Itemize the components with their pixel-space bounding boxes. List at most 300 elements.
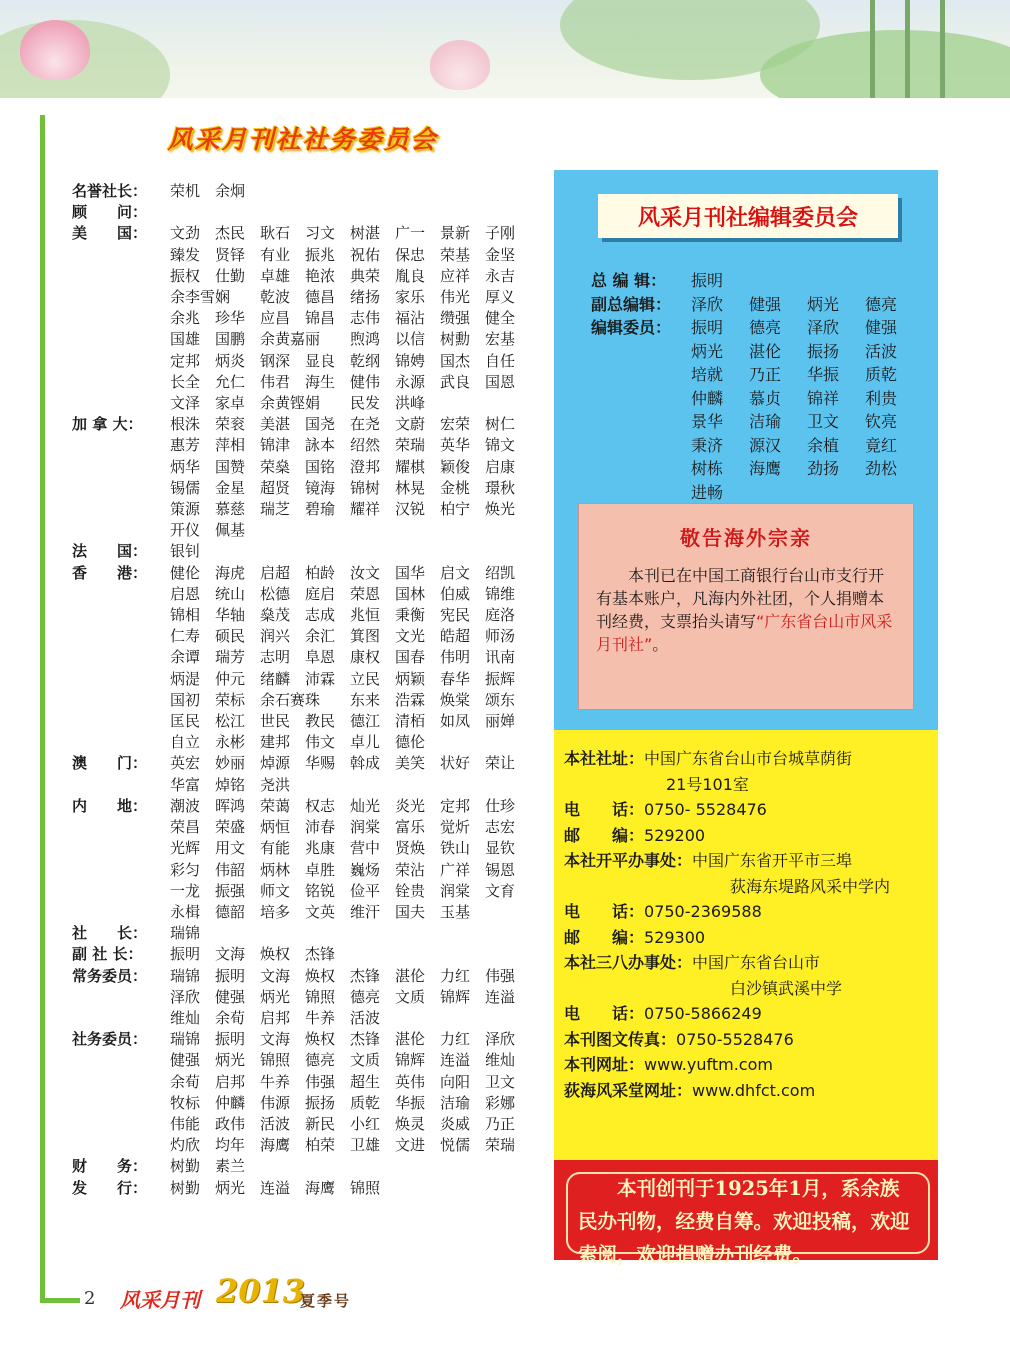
member-name: 杰民 [215,224,246,243]
member-name: 卓雄 [260,266,291,285]
member-name: 荣昌 [170,818,201,837]
member-name: 华振 [395,1093,426,1112]
member-name: 国林 [395,584,426,603]
member-name: 绪扬 [350,288,381,307]
member-name: 活波 [260,1114,291,1133]
member-name: 以信 [395,330,426,349]
member-name: 萍相 [215,436,246,455]
website-link[interactable]: www.yuftm.com [644,1055,773,1074]
member-name: 伟源 [260,1093,291,1112]
member-name: 文海 [260,966,291,985]
member-name: 伟光 [440,288,471,307]
member-name: 志明 [260,648,291,667]
member-name: 卓胜 [305,860,336,879]
member-name: 振辉 [485,669,516,688]
member-name: 维灿 [485,1051,516,1070]
editorial-names [691,293,923,317]
bottom-green-rule [40,1298,80,1303]
zip-value: 529200 [644,825,706,845]
member-name: 民发 [350,394,381,413]
editor-name: 洁瑜 [749,412,782,431]
member-name: 有业 [260,245,291,264]
committee-list [72,181,516,1199]
member-name: 力红 [440,966,471,985]
member-name: 国初 [170,690,201,709]
editor-name: 卫文 [807,412,840,431]
founding-notice-text: 本刊创刊于1925年1月，系余族民办刊物，经费自筹。欢迎投稿，欢迎索阅，欢迎捐赠办刊经费。 [578,1177,910,1266]
editorial-role-label: 总 编 辑： [591,271,667,290]
editor-name: 进畅 [691,482,724,502]
member-name: 国华 [395,563,426,582]
member-name: 沛春 [305,818,336,837]
member-name: 锦相 [170,606,201,625]
member-name: 德伦 [395,733,426,752]
member-name: 英华 [440,436,471,455]
member-name: 应昌 [260,309,291,328]
member-name: 显良 [305,351,336,370]
member-name: 余兆 [170,309,201,328]
member-name: 潮波 [170,796,201,815]
committee-group-names [170,1029,530,1156]
member-name: 子刚 [485,224,516,243]
member-name: 国赞 [215,457,246,476]
member-name: 文海 [260,1030,291,1049]
member-name: 秉衡 [395,606,426,625]
committee-group-label: 澳 门： [72,754,148,773]
member-name: 牛养 [305,1008,336,1027]
committee-group [72,202,492,223]
member-name: 维汗 [350,902,381,921]
dhfct-website-link[interactable]: www.dhfct.com [692,1080,816,1100]
member-name: 祝佑 [350,245,381,264]
member-name: 向阳 [440,1072,471,1091]
committee-group [72,753,516,795]
member-name: 广一 [395,224,426,243]
member-name: 富乐 [395,818,426,837]
editor-name: 树栋 [691,459,724,478]
fax-value: 0750-5528476 [676,1029,794,1049]
member-name: 伟强 [485,966,516,985]
member-name: 荣燊 [260,457,291,476]
member-name: 健伦 [170,563,201,582]
member-name: 海虎 [215,563,246,582]
member-name: 余黄铿娟 [260,394,321,413]
member-name: 一龙 [170,881,201,900]
member-name: 厚义 [485,288,516,307]
member-name: 泽欣 [170,987,201,1006]
member-name: 志宏 [485,818,516,837]
member-name: 荣衮 [215,415,246,434]
member-name: 国鹏 [215,330,246,349]
committee-group [72,414,516,541]
editorial-row [591,316,931,504]
member-name: 振兆 [305,245,336,264]
editorial-names [691,316,923,504]
committee-group-names [170,541,530,562]
member-name: 丽婵 [485,712,516,731]
committee-group-label: 加 拿 大： [72,415,143,434]
sanba-tel-value: 0750-5866249 [644,1004,762,1023]
kaiping-address: 中国广东省开平市三埠 [692,851,853,870]
member-name: 俭平 [350,881,381,900]
member-name: 炳湜 [170,669,201,688]
member-name: 锦娉 [395,351,426,370]
member-name: 启康 [485,457,516,476]
committee-group [72,1156,492,1177]
member-name: 清栢 [395,712,426,731]
member-name: 润棠 [350,818,381,837]
member-name: 松德 [260,584,291,603]
sanba-label: 本社三八办事处： [564,953,693,972]
member-name: 伟文 [305,733,336,752]
member-name: 灿光 [350,796,381,815]
member-name: 英宏 [170,754,201,773]
member-name: 树仁 [485,415,516,434]
member-name: 林晃 [395,478,426,497]
member-name: 兆康 [305,839,336,858]
committee-group [72,923,492,944]
member-name: 润棠 [440,881,471,900]
member-name: 国杰 [440,351,471,370]
member-name: 永彬 [215,733,246,752]
kaiping-tel-value: 0750-2369588 [644,902,762,921]
member-name: 皓超 [440,627,471,646]
member-name: 德昌 [305,288,336,307]
committee-group-names [170,563,530,754]
member-name: 荣瑞 [485,1136,516,1155]
member-name: 绪麟 [260,669,291,688]
member-name: 庭洛 [485,606,516,625]
committee-group [72,563,516,754]
committee-group-label: 香 港： [72,563,148,582]
member-name: 金坚 [485,245,516,264]
member-name: 瑞锦 [170,924,201,943]
member-name: 炳林 [260,860,291,879]
member-name: 斡成 [350,754,381,773]
member-name: 启超 [260,563,291,582]
member-name: 文进 [395,1136,426,1155]
member-name: 彩娜 [485,1093,516,1112]
member-name: 柏龄 [305,563,336,582]
sanba-tel-label: 电 话： [564,1004,645,1023]
member-name: 文育 [485,881,516,900]
member-name: 美笑 [395,754,426,773]
committee-group-label: 常务委员： [72,966,148,985]
member-name: 连溢 [485,987,516,1006]
member-name: 允仁 [215,372,246,391]
member-name: 立民 [350,669,381,688]
committee-group-label: 社务委员： [72,1030,148,1049]
member-name: 根洙 [170,415,201,434]
member-name: 佩基 [215,521,246,540]
committee-group-label: 内 地： [72,796,148,815]
member-name: 绍凯 [485,563,516,582]
member-name: 质乾 [350,1093,381,1112]
address-value-2: 21号101室 [666,774,749,794]
dhfct-website-label: 荻海风采堂网址： [564,1080,693,1100]
editor-name: 利贵 [865,388,898,408]
member-name: 锦津 [260,436,291,455]
member-name: 焯源 [260,754,291,773]
member-name: 炳光 [215,1178,246,1197]
member-name: 锦辉 [440,987,471,1006]
committee-group-label: 财 务： [72,1157,148,1176]
member-name: 卫雄 [350,1136,381,1155]
member-name: 典荣 [350,266,381,285]
member-name: 自立 [170,733,201,752]
member-name: 国恩 [485,372,516,391]
member-name: 沛霖 [305,669,336,688]
member-name: 余谭 [170,648,201,667]
tel-value: 0750- 5528476 [644,800,767,819]
member-name: 瑞锦 [170,966,201,985]
member-name: 柏荣 [305,1136,336,1155]
member-name: 尧洪 [260,775,291,794]
member-name: 晖鸿 [215,796,246,815]
member-name: 余汇 [305,627,336,646]
member-name: 锦昌 [305,309,336,328]
member-name: 荣瑞 [395,436,426,455]
editor-name: 德亮 [749,318,782,337]
kaiping-zip-label: 邮 编： [564,927,645,947]
editor-name: 振扬 [807,341,840,361]
member-name: 洁瑜 [440,1093,471,1112]
member-name: 炎威 [440,1114,471,1133]
member-name: 营中 [350,839,381,858]
committee-group-label: 副 社 长： [72,945,143,964]
member-name: 振强 [215,881,246,900]
member-name: 炳光 [215,1051,246,1070]
member-name: 绍然 [350,436,381,455]
member-name: 锦照 [305,987,336,1006]
member-name: 巍炀 [350,860,381,879]
member-name: 焕光 [485,500,516,519]
member-name: 定邦 [440,796,471,815]
kaiping-address-2: 荻海东堤路风采中学内 [730,876,891,896]
member-name: 启邦 [260,1008,291,1027]
member-name: 锦照 [260,1051,291,1070]
member-name: 贤铎 [215,245,246,264]
member-name: 润兴 [260,627,291,646]
overseas-notice [578,503,914,710]
committee-group-label: 美 国： [72,224,148,243]
editor-name: 华振 [807,365,840,384]
member-name: 国夫 [395,902,426,921]
member-name: 师文 [260,881,291,900]
member-name: 璟秋 [485,478,516,497]
member-name: 耀祥 [350,500,381,519]
member-name: 振明 [215,966,246,985]
editor-name: 德亮 [865,294,898,314]
committee-group [72,181,492,202]
member-name: 乃正 [485,1114,516,1133]
member-name: 阜恩 [305,648,336,667]
member-name: 连溢 [260,1178,291,1197]
member-name: 伟君 [260,372,291,391]
kaiping-tel-label: 电 话： [564,902,645,921]
member-name: 宏荣 [440,415,471,434]
member-name: 国雄 [170,330,201,349]
editor-name: 健强 [865,318,898,337]
member-name: 荣盛 [215,818,246,837]
tel-label: 电 话： [564,800,645,819]
committee-group-label: 名誉社长： [72,182,148,200]
committee-group-names [170,223,530,414]
member-name: 臻发 [170,245,201,264]
committee-group [72,966,516,1030]
member-name: 康权 [350,648,381,667]
editor-name: 海鹰 [749,459,782,478]
member-name: 振明 [170,945,201,964]
member-name: 海鹰 [260,1136,291,1155]
member-name: 锡恩 [485,860,516,879]
member-name: 用文 [215,839,246,858]
member-name: 乾波 [260,288,291,307]
address-value: 中国广东省台山市台城草荫街 [644,749,853,768]
fax-label: 本刊图文传真： [564,1029,677,1049]
member-name: 颖俊 [440,457,471,476]
member-name: 状好 [440,754,471,773]
member-name: 宪民 [440,606,471,625]
member-name: 启文 [440,563,471,582]
editorial-list [591,269,931,504]
member-name: 灼欣 [170,1136,201,1155]
member-name: 悦儒 [440,1136,471,1155]
right-panel [554,170,938,1266]
member-name: 松江 [215,712,246,731]
member-name: 德亮 [350,987,381,1006]
member-name: 珍华 [215,309,246,328]
editor-name: 秉济 [691,435,724,455]
member-name: 启邦 [215,1072,246,1091]
member-name: 文光 [395,627,426,646]
member-name: 澄邦 [350,457,381,476]
member-name: 文质 [395,987,426,1006]
member-name: 仲麟 [215,1093,246,1112]
member-name: 焕权 [305,1030,336,1049]
member-name: 仲元 [215,669,246,688]
member-name: 习文 [305,224,336,243]
member-name: 湛伦 [395,966,426,985]
member-name: 锦维 [485,584,516,603]
member-name: 仁寿 [170,627,201,646]
member-name: 健强 [215,987,246,1006]
member-name: 余炯 [215,182,246,200]
member-name: 应祥 [440,266,471,285]
committee-group [72,796,516,923]
member-name: 华富 [170,775,201,794]
member-name: 卫文 [485,1072,516,1091]
committee-group-names [170,1156,530,1177]
member-name: 贤焕 [395,839,426,858]
notice-title: 敬告海外宗亲 [680,526,812,550]
member-name: 树湛 [350,224,381,243]
editorial-title: 风采月刊社编辑委员会 [598,194,898,238]
editor-name: 竟红 [865,435,898,455]
member-name: 景新 [440,224,471,243]
committee-group-names [170,202,530,223]
member-name: 振权 [170,266,201,285]
member-name: 杰锋 [350,966,381,985]
member-name: 炳炎 [215,351,246,370]
address-label: 本社社址： [564,749,645,768]
member-name: 定邦 [170,351,201,370]
editor-name: 健强 [749,294,782,314]
notice-highlight: “广东省台山市风采月刊社” [596,612,893,654]
editorial-panel [554,170,938,730]
member-name: 海鹰 [305,1178,336,1197]
member-name: 牛养 [260,1072,291,1091]
committee-group [72,944,492,965]
member-name: 詠本 [305,436,336,455]
editor-name: 锦祥 [807,388,840,408]
member-name: 伟明 [440,648,471,667]
sanba-address: 中国广东省台山市 [692,953,821,972]
member-name: 湛伦 [395,1030,426,1049]
member-name: 力红 [440,1030,471,1049]
member-name: 自任 [485,351,516,370]
member-name: 荣恩 [350,584,381,603]
editorial-role-label: 副总编辑： [591,294,672,314]
member-name: 颂东 [485,690,516,709]
kaiping-label: 本社开平办事处： [564,851,693,870]
issue-season: 夏季号 [300,1292,352,1310]
member-name: 光辉 [170,839,201,858]
editorial-names [691,269,923,293]
member-name: 胤良 [395,266,426,285]
member-name: 超贤 [260,478,291,497]
editor-name: 振明 [691,271,724,290]
zip-label: 邮 编： [564,825,645,845]
member-name: 建邦 [260,733,291,752]
member-name: 洪峰 [395,394,426,413]
member-name: 荣让 [485,754,516,773]
member-name: 镜海 [305,478,336,497]
editorial-row [591,293,931,317]
member-name: 艳浓 [305,266,336,285]
member-name: 炎光 [395,796,426,815]
editor-name: 培就 [691,365,724,384]
member-name: 硕民 [215,627,246,646]
notice-body [596,564,896,656]
magazine-name: 风采月刊 [120,1288,200,1312]
committee-group-names [170,181,530,202]
member-name: 焕灵 [395,1114,426,1133]
committee-group-label: 社 长： [72,924,148,943]
editor-name: 质乾 [865,365,898,384]
member-name: 英伟 [395,1072,426,1091]
committee-group-names [170,966,530,1030]
member-name: 广祥 [440,860,471,879]
member-name: 开仪 [170,521,201,540]
member-name: 策源 [170,500,201,519]
committee-group [72,541,492,562]
kaiping-zip-value: 529300 [644,927,706,947]
editor-name: 余植 [807,435,840,455]
editor-name: 活波 [865,341,898,361]
page-number: 2 [84,1288,96,1309]
member-name: 永源 [395,372,426,391]
member-name: 文泽 [170,394,201,413]
editor-name: 劲松 [865,459,898,478]
member-name: 铭锐 [305,881,336,900]
editor-name: 仲麟 [691,388,724,408]
member-name: 锦树 [350,478,381,497]
member-name: 瑞芳 [215,648,246,667]
editor-name: 源汉 [749,435,782,455]
contact-list [564,746,934,1103]
member-name: 余石赛珠 [260,690,321,709]
